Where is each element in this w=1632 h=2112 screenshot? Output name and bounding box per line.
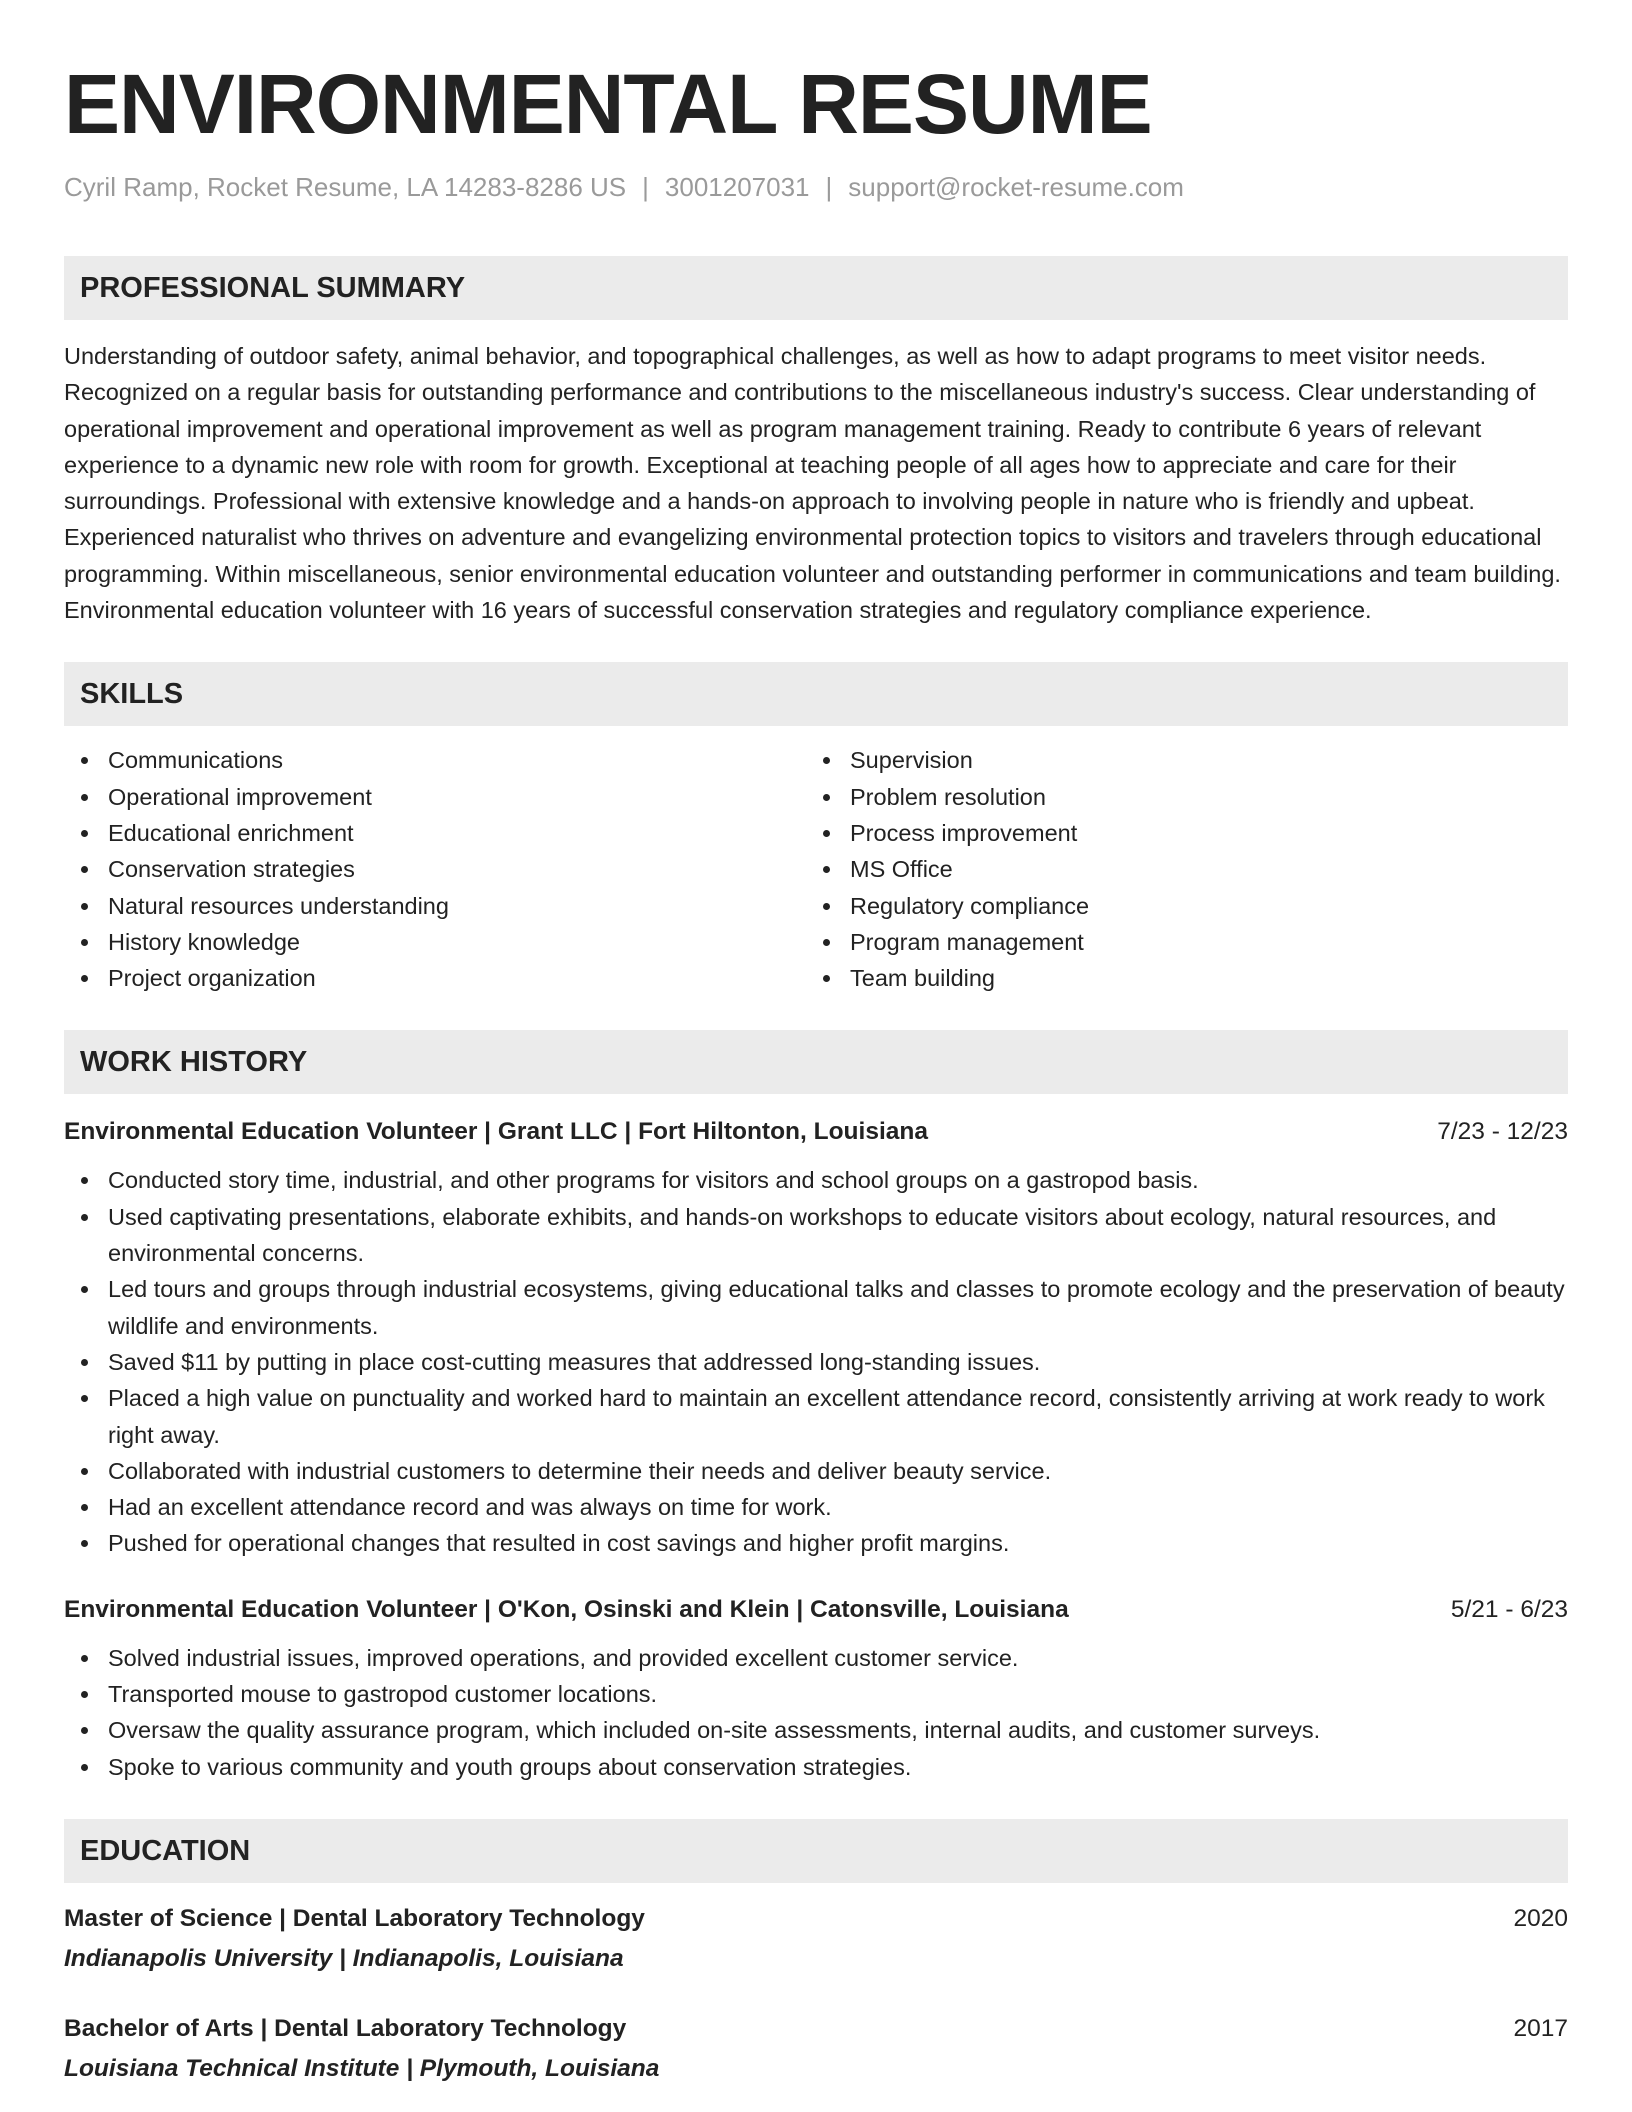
education-entry xyxy=(64,2011,1568,2087)
skill-item: Natural resources understanding xyxy=(64,888,806,924)
skills-list-right xyxy=(806,742,1548,996)
education-degree: Bachelor of Arts | Dental Laboratory Technology xyxy=(64,2014,627,2042)
education-entry xyxy=(64,1901,1568,1977)
job-bullet: Used captivating presentations, elaborate exhibits, and hands-on workshops to educate visitors about ecology, natural resources, and environmental concerns. xyxy=(64,1199,1568,1272)
job-header xyxy=(64,1592,1568,1628)
education-year: 2020 xyxy=(1513,1904,1568,1932)
section-heading-skills: SKILLS xyxy=(64,662,1568,726)
job-title: Environmental Education Volunteer | O'Kon, Osinski and Klein | Catonsville, Louisiana xyxy=(64,1595,1069,1623)
section-heading-work-history: WORK HISTORY xyxy=(64,1030,1568,1094)
skill-item: Process improvement xyxy=(806,815,1548,851)
education-header xyxy=(64,2011,1568,2047)
job-bullet: Conducted story time, industrial, and other programs for visitors and school groups on a gastropod basis. xyxy=(64,1162,1568,1198)
education-degree: Master of Science | Dental Laboratory Technology xyxy=(64,1904,645,1932)
job-dates: 5/21 - 6/23 xyxy=(1450,1595,1568,1623)
job-bullet: Placed a high value on punctuality and worked hard to maintain an excellent attendance record, consistently arriving at work ready to work right away. xyxy=(64,1380,1568,1453)
job-bullet: Saved $11 by putting in place cost-cutting measures that addressed long-standing issues. xyxy=(64,1344,1568,1380)
job-dates: 7/23 - 12/23 xyxy=(1437,1118,1568,1146)
skill-item: Regulatory compliance xyxy=(806,888,1548,924)
skill-item: Team building xyxy=(806,960,1548,996)
skill-item: Supervision xyxy=(806,742,1548,778)
job-bullet: Spoke to various community and youth groups about conservation strategies. xyxy=(64,1749,1568,1785)
contact-line xyxy=(64,170,1568,204)
job-bullet: Oversaw the quality assurance program, which included on-site assessments, internal audits, and customer surveys. xyxy=(64,1712,1568,1748)
contact-address: Cyril Ramp, Rocket Resume, LA 14283-8286 US xyxy=(64,172,627,202)
skill-item: Communications xyxy=(64,742,806,778)
job-bullets xyxy=(64,1640,1568,1785)
education-school: Louisiana Technical Institute | Plymouth, Louisiana xyxy=(64,2054,660,2082)
education-header xyxy=(64,1901,1568,1937)
education-year: 2017 xyxy=(1513,2014,1568,2042)
section-heading-summary: PROFESSIONAL SUMMARY xyxy=(64,256,1568,320)
skills-list-left xyxy=(64,742,806,996)
contact-email: support@rocket-resume.com xyxy=(848,172,1184,202)
job-bullet: Had an excellent attendance record and was always on time for work. xyxy=(64,1489,1568,1525)
skill-item: Problem resolution xyxy=(806,779,1548,815)
education-school: Indianapolis University | Indianapolis, Louisiana xyxy=(64,1944,624,1972)
resume-title: ENVIRONMENTAL RESUME xyxy=(64,57,1152,151)
job-entry xyxy=(64,1592,1568,1785)
job-bullet: Transported mouse to gastropod customer locations. xyxy=(64,1676,1568,1712)
job-bullets xyxy=(64,1162,1568,1561)
skill-item: Operational improvement xyxy=(64,779,806,815)
job-title: Environmental Education Volunteer | Grant LLC | Fort Hiltonton, Louisiana xyxy=(64,1118,928,1146)
skill-item: MS Office xyxy=(806,851,1548,887)
summary-text: Understanding of outdoor safety, animal behavior, and topographical challenges, as well as how to adapt programs to meet visitor needs. Recognized on a regular basis for outstanding performance and contributions to the miscellaneous industry's success. Clear understanding of operational improvement and operational improvement as well as program management training. Ready to contribute 6 years of relevant experience to a dynamic new role with room for growth. Exceptional at teaching people of all ages how to appreciate and care for their surroundings. Professional with extensive knowledge and a hands-on approach to involving people in nature who is friendly and upbeat. Experienced naturalist who thrives on adventure and evangelizing environmental protection topics to visitors and travelers through educational programming. Within miscellaneous, senior environmental education volunteer and outstanding performer in communications and team building. Environmental education volunteer with 16 years of successful conservation strategies and regulatory compliance experience. xyxy=(64,343,1561,624)
skill-item: Conservation strategies xyxy=(64,851,806,887)
skill-item: Educational enrichment xyxy=(64,815,806,851)
job-header xyxy=(64,1114,1568,1150)
skill-item: Project organization xyxy=(64,960,806,996)
contact-phone: 3001207031 xyxy=(664,172,810,202)
skill-item: Program management xyxy=(806,924,1548,960)
contact-separator: | xyxy=(642,172,649,202)
skills-columns xyxy=(64,742,1568,996)
contact-separator: | xyxy=(825,172,833,202)
job-bullet: Solved industrial issues, improved operations, and provided excellent customer service. xyxy=(64,1640,1568,1676)
skill-item: History knowledge xyxy=(64,924,806,960)
section-heading-education: EDUCATION xyxy=(64,1819,1568,1883)
job-bullet: Collaborated with industrial customers to determine their needs and deliver beauty service. xyxy=(64,1453,1568,1489)
job-entry xyxy=(64,1114,1568,1561)
job-bullet: Led tours and groups through industrial ecosystems, giving educational talks and classes to promote ecology and the preservation of beauty wildlife and environments. xyxy=(64,1271,1568,1344)
job-bullet: Pushed for operational changes that resulted in cost savings and higher profit margins. xyxy=(64,1525,1568,1561)
